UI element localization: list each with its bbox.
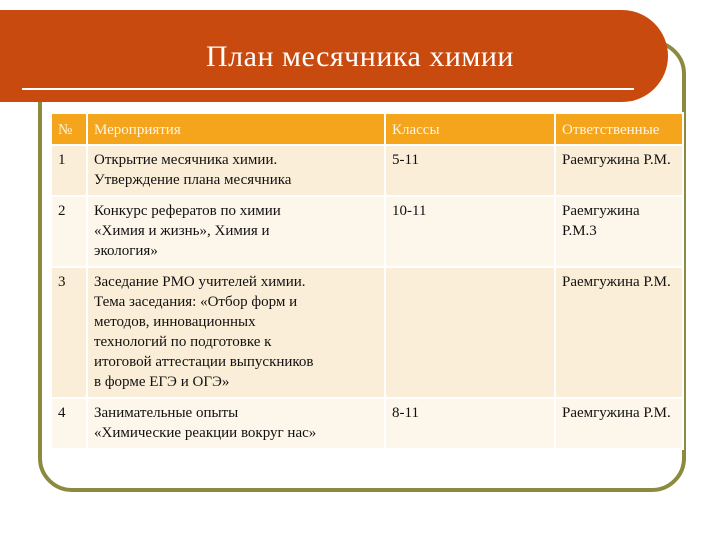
- table-row: [51, 398, 683, 449]
- responsible-cell: Раемгужина Р.М.: [555, 267, 683, 398]
- classes-cell: 10-11: [385, 196, 555, 267]
- events-table-wrapper: [50, 112, 684, 450]
- header-classes: Классы: [385, 113, 555, 145]
- row-number: 3: [51, 267, 87, 398]
- event-cell: Занимательные опыты «Химические реакции вокруг нас»: [87, 398, 385, 449]
- responsible-cell: Раемгужина Р.М.3: [555, 196, 683, 267]
- responsible-cell: Раемгужина Р.М.: [555, 398, 683, 449]
- row-number: 2: [51, 196, 87, 267]
- responsible-cell: Раемгужина Р.М.: [555, 145, 683, 196]
- row-number: 4: [51, 398, 87, 449]
- row-number: 1: [51, 145, 87, 196]
- table-row: [51, 196, 683, 267]
- events-table: [50, 112, 684, 450]
- classes-cell: [385, 267, 555, 398]
- classes-cell: 5-11: [385, 145, 555, 196]
- event-cell: Конкурс рефератов по химии «Химия и жизнь», Химия и экология»: [87, 196, 385, 267]
- classes-cell: 8-11: [385, 398, 555, 449]
- table-row: [51, 267, 683, 398]
- header-responsible: Ответственные: [555, 113, 683, 145]
- header-number: №: [51, 113, 87, 145]
- event-cell: Открытие месячника химии. Утверждение плана месячника: [87, 145, 385, 196]
- title-underline: [22, 88, 634, 90]
- header-events: Мероприятия: [87, 113, 385, 145]
- page-title: План месячника химии: [206, 40, 514, 73]
- table-row: [51, 145, 683, 196]
- table-header-row: [51, 113, 683, 145]
- event-cell: Заседание РМО учителей химии. Тема заседания: «Отбор форм и методов, инновационных технологий по подготовке к итоговой аттестации выпускников в форме ЕГЭ и ОГЭ»: [87, 267, 385, 398]
